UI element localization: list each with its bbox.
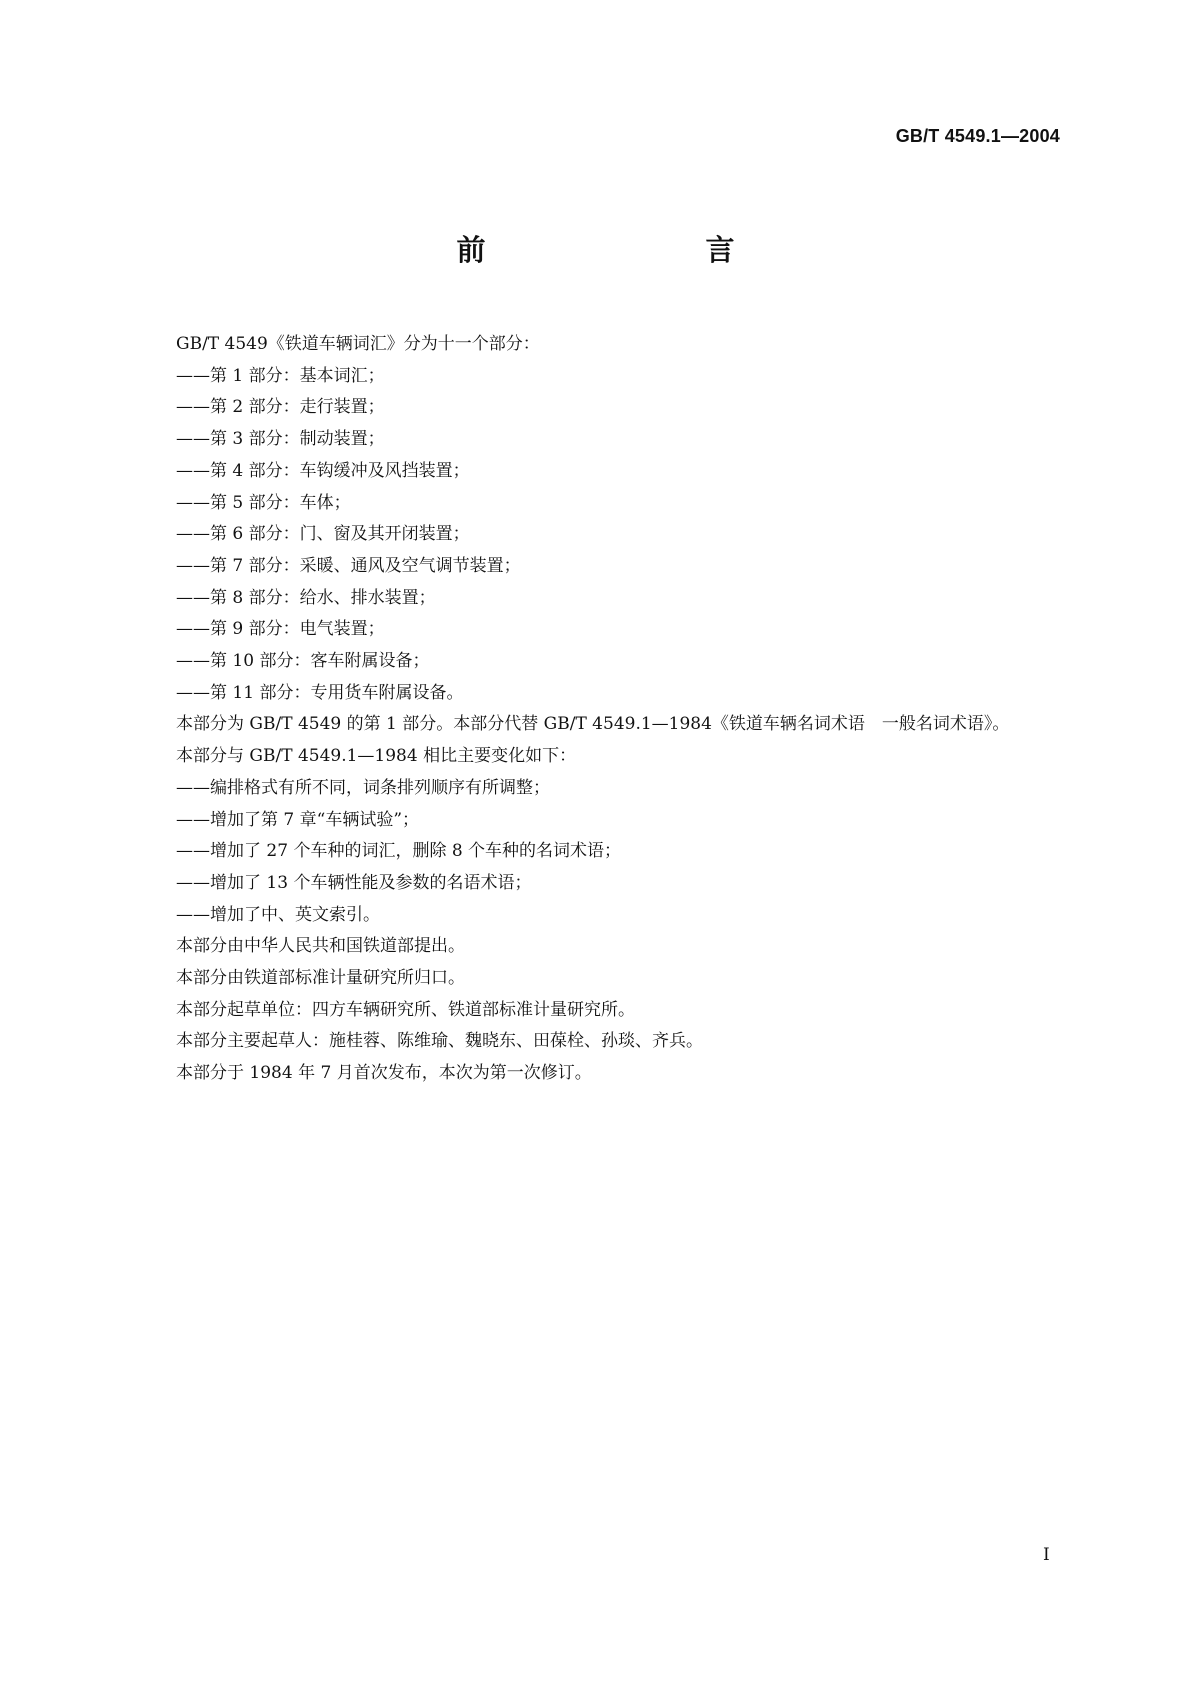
change-list-item: ——增加了 27 个车种的词汇，删除 8 个车种的名词术语； xyxy=(176,841,622,862)
part-list-item: ——第 6 部分：门、窗及其开闭装置； xyxy=(176,524,470,545)
history-line: 本部分于 1984 年 7 月首次发布，本次为第一次修订。 xyxy=(176,1063,592,1084)
changes-intro-line: 本部分与 GB/T 4549.1—1984 相比主要变化如下： xyxy=(176,746,577,767)
page-title: 前 言 xyxy=(456,233,789,267)
standard-code-header: GB/T 4549.1—2004 xyxy=(895,126,1060,146)
part-list-item: ——第 11 部分：专用货车附属设备。 xyxy=(176,682,464,703)
part-list-item: ——第 4 部分：车钩缓冲及风挡装置； xyxy=(176,460,470,481)
part-list-item: ——第 3 部分：制动装置； xyxy=(176,429,385,450)
proposer-line: 本部分由中华人民共和国铁道部提出。 xyxy=(176,936,465,957)
part-list-item: ——第 2 部分：走行装置； xyxy=(176,397,385,418)
drafting-units-line: 本部分起草单位：四方车辆研究所、铁道部标准计量研究所。 xyxy=(176,999,635,1020)
drafters-line: 本部分主要起草人：施桂蓉、陈维瑜、魏晓东、田葆栓、孙琰、齐兵。 xyxy=(176,1031,703,1052)
centralized-by-line: 本部分由铁道部标准计量研究所归口。 xyxy=(176,968,465,989)
change-list-item: ——编排格式有所不同，词条排列顺序有所调整； xyxy=(176,777,550,798)
page-number: I xyxy=(1043,1545,1050,1565)
part-list-item: ——第 1 部分：基本词汇； xyxy=(176,365,385,386)
change-list-item: ——增加了第 7 章“车辆试验”； xyxy=(176,809,420,830)
part-list-item: ——第 7 部分：采暖、通风及空气调节装置； xyxy=(176,555,521,576)
intro-line: GB/T 4549《铁道车辆词汇》分为十一个部分： xyxy=(176,334,540,354)
foreword-body xyxy=(120,329,1065,1090)
part-list-item: ——第 5 部分：车体； xyxy=(176,492,351,513)
part-list-item: ——第 9 部分：电气装置； xyxy=(176,619,385,640)
change-list-item: ——增加了中、英文索引。 xyxy=(176,904,380,925)
replacement-paragraph: 本部分为 GB/T 4549 的第 1 部分。本部分代替 GB/T 4549.1—1984《铁道车辆名词术语 一般名词术语》。 xyxy=(176,714,1010,735)
change-list-item: ——增加了 13 个车辆性能及参数的名语术语； xyxy=(176,872,532,893)
part-list-item: ——第 10 部分：客车附属设备； xyxy=(176,651,430,672)
part-list-item: ——第 8 部分：给水、排水装置； xyxy=(176,587,436,608)
